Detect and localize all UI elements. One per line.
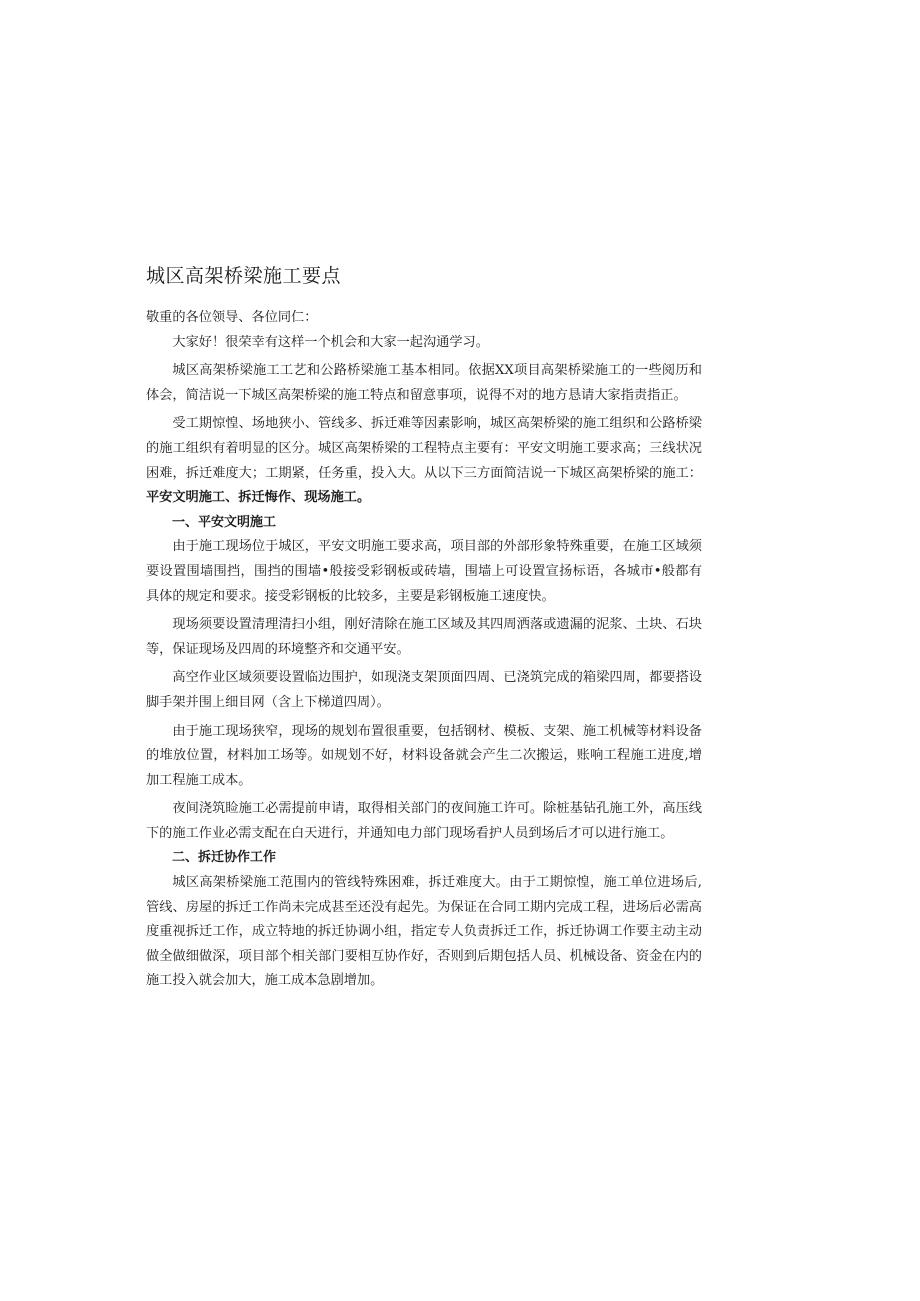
greeting: 敬重的各位领导、各位同仁：: [146, 310, 318, 325]
paragraph-features: [146, 412, 702, 510]
paragraph-safety-guarding: 高空作业区域须要设置临边围护，如现浇支架顶面四周、已浇筑完成的箱梁四周，都要搭设脚手架并围上细目网（含上下梯道四周）。: [146, 670, 702, 710]
paragraph-features-emphasis: 平安文明施工、拆迁悔作、现场施工。: [146, 490, 371, 506]
paragraph-safety-cleaning: 现场须要设置清理清扫小组，刚好清除在施工区域及其四周洒落或遗漏的泥浆、土块、石块等，保证现场及四周的环境整齐和交通平安。: [146, 617, 702, 657]
section-heading-safety: 一、平安文明施工: [172, 514, 277, 530]
paragraph-intro: 大家好！很荣幸有这样一个机会和大家一起沟通学习。: [172, 334, 489, 350]
paragraph-safety-enclosure: 由于施工现场位于城区，平安文明施工要求高，项目部的外部形象特殊重要，在施工区域须要设置围墙围挡，围挡的围墙•般接受彩钢板或砖墙，围墙上可设置宣扬标语，各城市•般都有具体的规定和要求。接受彩钢板的比较多，主要是彩钢板施工速度快。: [146, 539, 702, 604]
paragraph-overview: 城区高架桥梁施工工艺和公路桥梁施工基本相同。依据XX项目高架桥梁施工的一些阅历和体会，简洁说一下城区高架桥梁的施工特点和留意事项，说得不对的地方恳请大家指责指正。: [146, 363, 702, 403]
document-body: [146, 306, 702, 994]
paragraph-demolition: 城区高架桥梁施工范围内的管线特殊困难，拆迁难度大。由于工期惊惶，施工单位进场后,管线、房屋的拆迁工作尚未完成甚至还没有起先。为保证在合同工期内完成工程，进场后必需高度重视拆迁工作，成立特地的拆迁协调小组，指定专人负责拆迁工作，拆迁协调工作要主动主动做全做细做深，项目部个相关部门要相互协作好，否则到后期包括人员、机械设备、资金在内的施工投入就会加大，施工成本急剧增加。: [146, 875, 702, 989]
document-title: 城区高架桥梁施工要点: [146, 265, 342, 287]
section-heading-demolition: 二、拆迁协作工作: [172, 850, 277, 866]
paragraph-features-text: 受工期惊惶、场地狭小、管线多、拆迁难等因素影响，城区高架桥梁的施工组织和公路桥梁的施工组织有着明显的区分。城区高架桥梁的工程特点主要有：平安文明施工要求高；三线状况困难，拆迁难度大；工期紧，任务重，投入大。从以下三方面简洁说一下城区高架桥梁的施工：: [146, 416, 702, 481]
paragraph-safety-night-work: 夜间浇筑睑施工必需提前申请，取得相关部门的夜间施工许可。除桩基钻孔施工外，高压线下的施工作业必需支配在白天进行，并通知电力部门现场看护人员到场后才可以进行施工。: [146, 801, 702, 841]
paragraph-safety-layout: 由于施工现场狭窄，现场的规划布置很重要，包括钢材、模板、支架、施工机械等材料设备的堆放位置，材料加工场等。如规划不好，材料设备就会产生二次搬运，账响工程施工进度,增加工程施工成本。: [146, 723, 702, 788]
